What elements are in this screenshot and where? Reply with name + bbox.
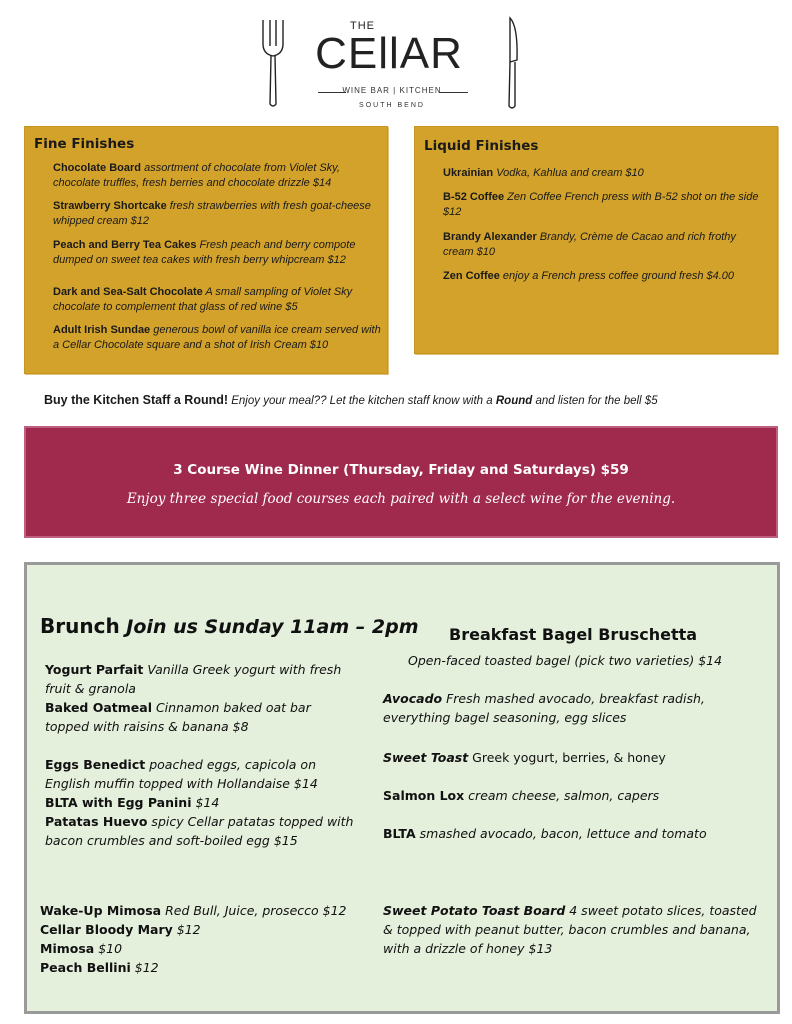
logo-name: CEllAR [315, 29, 463, 78]
item-desc: A small sampling of Violet Sky chocolate to complement that glass of red wine $5 [53, 286, 353, 313]
bagel-item-blta [383, 824, 753, 843]
logo-the: THE [350, 20, 375, 32]
item-desc: Vodka, Kahlua and cream $10 [493, 167, 644, 179]
item-name: Brandy Alexander [443, 231, 537, 243]
drink-wake-up-mimosa: Wake-Up Mimosa Red Bull, Juice, prosecco $12 [40, 903, 347, 918]
item-name: Baked Oatmeal [45, 700, 152, 715]
wine-dinner-title: 3 Course Wine Dinner (Thursday, Friday and Saturdays) $59 [173, 462, 629, 478]
item-desc: generous bowl of vanilla ice cream served with a Cellar Chocolate square and a shot of Irish Cream $10 [53, 324, 381, 351]
item-name: Chocolate Board [53, 162, 142, 174]
item-name: Peach and Berry Tea Cakes [53, 239, 197, 251]
item-desc: Fresh peach and berry compote dumped on sweet tea cakes with fresh berry whipcream $12 [53, 239, 356, 266]
fine-item-adult-irish-sundae [53, 323, 381, 353]
brunch-item-eggs-benedict [45, 755, 345, 793]
item-desc: 4 sweet potato slices, toasted & topped with peanut butter, bacon crumbles and banana, with a drizzle of honey $13 [383, 903, 757, 956]
item-desc: $14 [191, 795, 220, 810]
kitchen-round-desc-bold: Round [495, 395, 533, 407]
item-desc: fresh strawberries with fresh goat-cheese whipped cream $12 [53, 200, 371, 227]
item-name: Yogurt Parfait [45, 662, 144, 677]
item-name: Eggs Benedict [45, 757, 146, 772]
brunch-subtitle: Join us Sunday 11am – 2pm [119, 616, 419, 638]
brunch-title [40, 614, 419, 638]
item-desc: Brandy, Crème de Cacao and rich frothy cream $10 [443, 231, 736, 258]
bagel-item-salmon-lox [383, 786, 753, 805]
item-desc: smashed avocado, bacon, lettuce and tomato [415, 826, 707, 841]
item-name: Adult Irish Sundae [53, 324, 151, 336]
liquid-item-b52-coffee [443, 190, 769, 220]
item-name: BLTA with Egg Panini [45, 795, 192, 810]
brunch-item-baked-oatmeal [45, 698, 345, 736]
drink-peach-bellini: Peach Bellini $12 [40, 960, 159, 975]
item-desc: Fresh mashed avocado, breakfast radish, everything bagel seasoning, egg slices [383, 691, 705, 725]
header [0, 0, 792, 118]
fine-finishes-box [24, 126, 388, 374]
item-desc: Greek yogurt, berries, & honey [468, 750, 666, 765]
item-desc: Vanilla Greek yogurt with fresh fruit & granola [45, 662, 342, 696]
logo-location: SOUTH BEND [359, 102, 425, 109]
liquid-finishes-box [414, 126, 778, 354]
item-name: Ukrainian [443, 167, 494, 179]
item-name: Zen Coffee [443, 270, 500, 282]
item-desc: poached eggs, capicola on English muffin topped with Hollandaise $14 [45, 757, 318, 791]
knife-icon [498, 16, 522, 112]
liquid-item-zen-coffee [443, 269, 769, 284]
item-desc: Cinnamon baked oat bar topped with raisins & banana $8 [45, 700, 311, 734]
item-name: BLTA [383, 826, 416, 841]
item-name: Sweet Toast [383, 750, 469, 765]
item-name: B-52 Coffee [443, 191, 505, 203]
liquid-item-ukrainian [443, 166, 769, 181]
item-desc: Zen Coffee French press with B-52 shot on the side $12 [443, 191, 759, 218]
item-name: Strawberry Shortcake [53, 200, 167, 212]
fine-item-chocolate-board [53, 161, 381, 191]
bagel-item-sweet-toast [383, 748, 753, 767]
drink-mimosa: Mimosa $10 [40, 941, 123, 956]
logo-sub-right: KITCHEN [399, 86, 442, 95]
kitchen-round-line [44, 393, 774, 407]
fine-finishes-title: Fine Finishes [34, 136, 135, 152]
item-name: Salmon Lox [383, 788, 465, 803]
fine-item-strawberry-shortcake [53, 199, 381, 229]
item-name: Patatas Huevo [45, 814, 148, 829]
wine-dinner-desc: Enjoy three special food courses each paired with a select wine for the evening. [126, 491, 676, 507]
brunch-item-yogurt-parfait [45, 660, 355, 698]
fork-icon [258, 16, 288, 110]
drink-cellar-bloody-mary: Cellar Bloody Mary $12 [40, 922, 201, 937]
item-name: Sweet Potato Toast Board [383, 903, 566, 918]
logo-subtitle: WINE BAR | KITCHEN [342, 86, 442, 95]
fine-item-peach-berry-tea-cakes [53, 238, 381, 268]
brunch-item-blta-egg-panini [45, 793, 345, 812]
brunch-item-sweet-potato-toast-board [383, 901, 763, 958]
liquid-item-brandy-alexander [443, 230, 769, 260]
bagel-title: Breakfast Bagel Bruschetta [449, 625, 698, 644]
bagel-item-avocado [383, 689, 753, 727]
bagel-subtitle: Open-faced toasted bagel (pick two varieties) $14 [408, 653, 723, 668]
item-desc: assortment of chocolate from Violet Sky, chocolate truffles, fresh berries and chocolate drizzle $14 [53, 162, 340, 189]
brunch-title-text: Brunch [40, 614, 120, 638]
item-desc: cream cheese, salmon, capers [464, 788, 660, 803]
item-name: Dark and Sea-Salt Chocolate [53, 286, 203, 298]
brunch-item-patatas-huevo [45, 812, 363, 850]
item-name: Avocado [383, 691, 443, 706]
item-desc: enjoy a French press coffee ground fresh $4.00 [499, 270, 735, 282]
wine-dinner-box [24, 426, 778, 538]
brunch-box [24, 562, 780, 1014]
item-desc: spicy Cellar patatas topped with bacon crumbles and soft-boiled egg $15 [45, 814, 354, 848]
kitchen-round-desc-post: and listen for the bell $5 [532, 395, 658, 407]
logo-sub-left: WINE BAR [342, 86, 390, 95]
kitchen-round-title: Buy the Kitchen Staff a Round! [44, 393, 229, 407]
liquid-finishes-title: Liquid Finishes [424, 138, 539, 154]
kitchen-round-desc-pre: Enjoy your meal?? Let the kitchen staff know with a [228, 395, 496, 407]
fine-item-dark-sea-salt-chocolate [53, 285, 381, 315]
brunch-drinks [40, 901, 370, 977]
